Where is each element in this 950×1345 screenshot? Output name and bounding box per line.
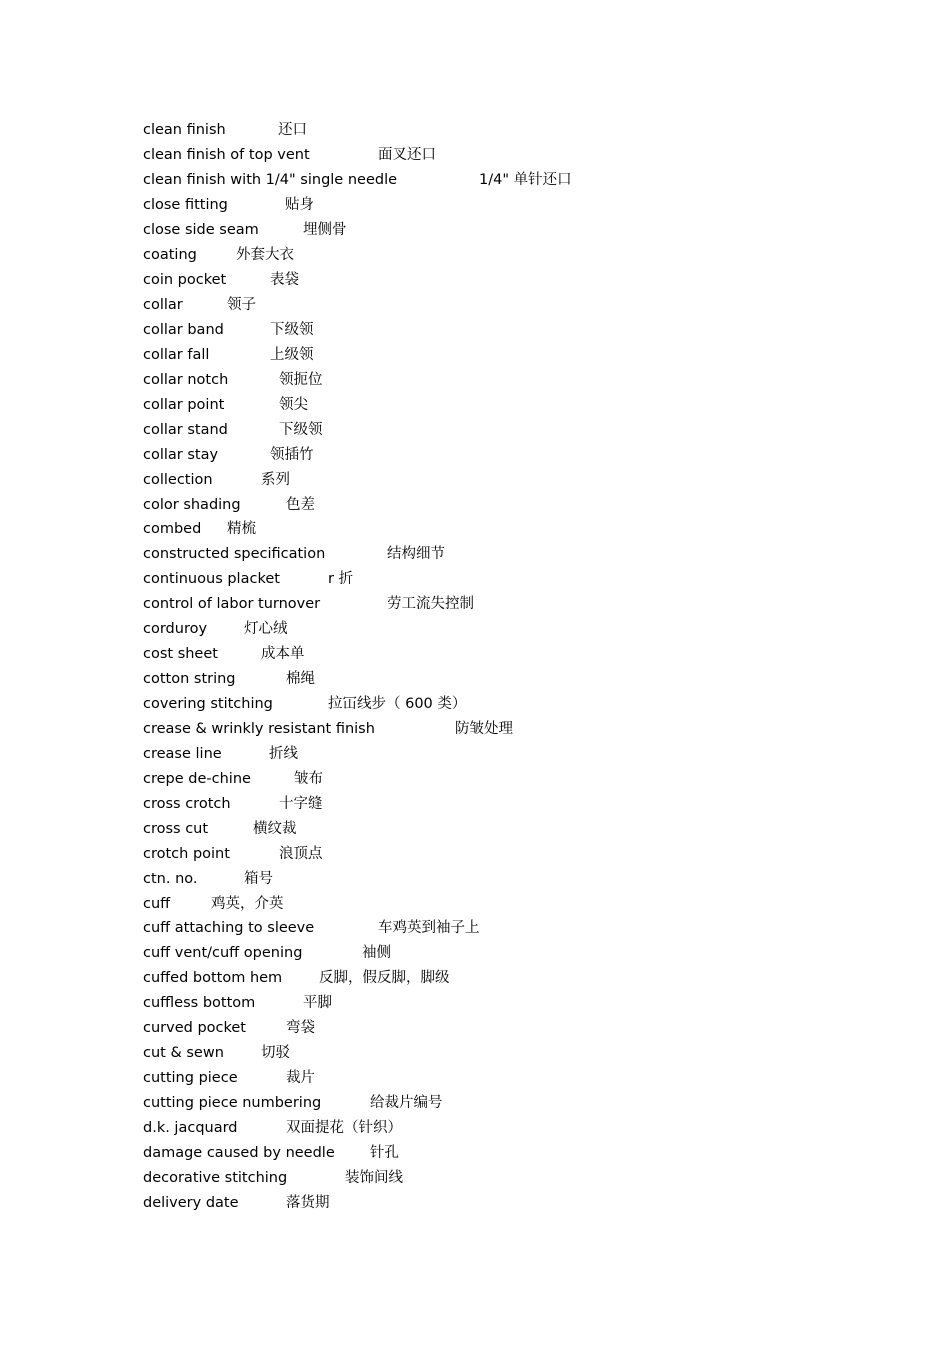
glossary-entry xyxy=(143,392,572,417)
glossary-entry xyxy=(143,1165,572,1190)
glossary-entry xyxy=(143,193,572,218)
chinese-term: 成本单 xyxy=(261,646,305,663)
glossary-list xyxy=(143,118,572,1215)
english-term: cuffless bottom xyxy=(143,995,256,1012)
glossary-entry xyxy=(143,417,572,442)
chinese-term: 系列 xyxy=(261,471,290,488)
english-term: cost sheet xyxy=(143,646,218,663)
glossary-entry xyxy=(143,592,572,617)
glossary-entry xyxy=(143,517,572,542)
chinese-term: 平脚 xyxy=(303,995,332,1012)
chinese-term: 劳工流失控制 xyxy=(387,596,474,613)
chinese-term: 1/4" 单针还口 xyxy=(479,172,572,189)
english-term: constructed specification xyxy=(143,546,326,563)
english-term: collar point xyxy=(143,396,225,413)
chinese-term: 防皱处理 xyxy=(455,720,513,737)
glossary-entry xyxy=(143,567,572,592)
glossary-entry xyxy=(143,118,572,143)
english-term: crease & wrinkly resistant finish xyxy=(143,720,375,737)
english-term: crease line xyxy=(143,745,222,762)
glossary-entry xyxy=(143,1066,572,1091)
english-term: coating xyxy=(143,247,197,264)
chinese-term: 鸡英，介英 xyxy=(211,895,284,912)
chinese-term: 埋侧骨 xyxy=(303,222,347,239)
english-term: close side seam xyxy=(143,222,259,239)
chinese-term: 反脚，假反脚，脚级 xyxy=(319,970,450,987)
chinese-term: 还口 xyxy=(278,122,307,139)
glossary-entry xyxy=(143,642,572,667)
glossary-entry xyxy=(143,692,572,717)
english-term: ctn. no. xyxy=(143,870,198,887)
chinese-term: 车鸡英到袖子上 xyxy=(378,920,480,937)
glossary-entry xyxy=(143,1116,572,1141)
chinese-term: 领插竹 xyxy=(270,446,314,463)
chinese-term: 横纹裁 xyxy=(253,820,297,837)
english-term: collar notch xyxy=(143,371,229,388)
english-term: damage caused by needle xyxy=(143,1144,335,1161)
glossary-entry xyxy=(143,791,572,816)
glossary-entry xyxy=(143,342,572,367)
glossary-entry xyxy=(143,866,572,891)
english-term: cuff vent/cuff opening xyxy=(143,945,303,962)
glossary-entry xyxy=(143,941,572,966)
english-term: combed xyxy=(143,521,202,538)
chinese-term: 折线 xyxy=(269,745,298,762)
glossary-entry xyxy=(143,243,572,268)
chinese-term: 下级领 xyxy=(279,421,323,438)
glossary-entry xyxy=(143,318,572,343)
english-term: cutting piece numbering xyxy=(143,1095,322,1112)
chinese-term: 结构细节 xyxy=(387,546,445,563)
english-term: clean finish xyxy=(143,122,226,139)
english-term: cut & sewn xyxy=(143,1045,224,1062)
glossary-entry xyxy=(143,492,572,517)
english-term: cross cut xyxy=(143,820,209,837)
english-term: clean finish of top vent xyxy=(143,147,310,164)
english-term: delivery date xyxy=(143,1194,239,1211)
chinese-term: 弯袋 xyxy=(286,1020,315,1037)
glossary-entry xyxy=(143,717,572,742)
glossary-entry xyxy=(143,367,572,392)
english-term: cotton string xyxy=(143,671,236,688)
glossary-entry xyxy=(143,667,572,692)
glossary-entry xyxy=(143,916,572,941)
english-term: d.k. jacquard xyxy=(143,1119,238,1136)
english-term: decorative stitching xyxy=(143,1169,288,1186)
glossary-entry xyxy=(143,766,572,791)
chinese-term: r 折 xyxy=(328,571,354,588)
chinese-term: 双面提花（针织） xyxy=(286,1119,402,1136)
glossary-entry xyxy=(143,841,572,866)
english-term: collar stay xyxy=(143,446,219,463)
chinese-term: 浪顶点 xyxy=(279,845,323,862)
chinese-term: 给裁片编号 xyxy=(370,1095,443,1112)
chinese-term: 色差 xyxy=(286,496,315,513)
chinese-term: 拉冚线步（ 600 类） xyxy=(328,696,467,713)
glossary-entry xyxy=(143,991,572,1016)
glossary-entry xyxy=(143,966,572,991)
english-term: color shading xyxy=(143,496,241,513)
english-term: collection xyxy=(143,471,213,488)
glossary-entry xyxy=(143,816,572,841)
chinese-term: 上级领 xyxy=(270,346,314,363)
glossary-entry xyxy=(143,542,572,567)
english-term: crepe de-chine xyxy=(143,770,251,787)
glossary-entry xyxy=(143,617,572,642)
english-term: covering stitching xyxy=(143,696,273,713)
chinese-term: 切驳 xyxy=(261,1045,290,1062)
chinese-term: 装饰间线 xyxy=(345,1169,403,1186)
english-term: cuff xyxy=(143,895,171,912)
chinese-term: 外套大衣 xyxy=(236,247,294,264)
english-term: cutting piece xyxy=(143,1070,238,1087)
english-term: close fitting xyxy=(143,197,228,214)
english-term: crotch point xyxy=(143,845,230,862)
chinese-term: 落货期 xyxy=(286,1194,330,1211)
glossary-entry xyxy=(143,293,572,318)
chinese-term: 裁片 xyxy=(286,1070,315,1087)
glossary-entry xyxy=(143,467,572,492)
chinese-term: 下级领 xyxy=(270,321,314,338)
glossary-entry xyxy=(143,1016,572,1041)
chinese-term: 箱号 xyxy=(244,870,273,887)
english-term: continuous placket xyxy=(143,571,280,588)
english-term: collar band xyxy=(143,321,224,338)
chinese-term: 领尖 xyxy=(279,396,308,413)
chinese-term: 袖侧 xyxy=(362,945,391,962)
glossary-entry xyxy=(143,268,572,293)
chinese-term: 针孔 xyxy=(370,1144,399,1161)
english-term: corduroy xyxy=(143,621,208,638)
glossary-entry xyxy=(143,891,572,916)
glossary-entry xyxy=(143,442,572,467)
glossary-entry xyxy=(143,741,572,766)
glossary-entry xyxy=(143,168,572,193)
glossary-entry xyxy=(143,1091,572,1116)
chinese-term: 十字缝 xyxy=(279,795,323,812)
glossary-entry xyxy=(143,1190,572,1215)
english-term: cuff attaching to sleeve xyxy=(143,920,315,937)
english-term: cross crotch xyxy=(143,795,231,812)
english-term: collar xyxy=(143,297,183,314)
chinese-term: 领扼位 xyxy=(279,371,323,388)
chinese-term: 精梳 xyxy=(227,521,256,538)
chinese-term: 贴身 xyxy=(285,197,314,214)
english-term: collar stand xyxy=(143,421,228,438)
glossary-entry xyxy=(143,1140,572,1165)
chinese-term: 皱布 xyxy=(294,770,323,787)
english-term: collar fall xyxy=(143,346,210,363)
english-term: cuffed bottom hem xyxy=(143,970,283,987)
glossary-entry xyxy=(143,218,572,243)
chinese-term: 领子 xyxy=(227,297,256,314)
english-term: clean finish with 1/4" single needle xyxy=(143,172,398,189)
glossary-entry xyxy=(143,1041,572,1066)
glossary-entry xyxy=(143,143,572,168)
english-term: curved pocket xyxy=(143,1020,246,1037)
chinese-term: 表袋 xyxy=(270,272,299,289)
chinese-term: 灯心绒 xyxy=(244,621,288,638)
english-term: coin pocket xyxy=(143,272,227,289)
chinese-term: 棉绳 xyxy=(286,671,315,688)
chinese-term: 面叉还口 xyxy=(378,147,436,164)
english-term: control of labor turnover xyxy=(143,596,321,613)
